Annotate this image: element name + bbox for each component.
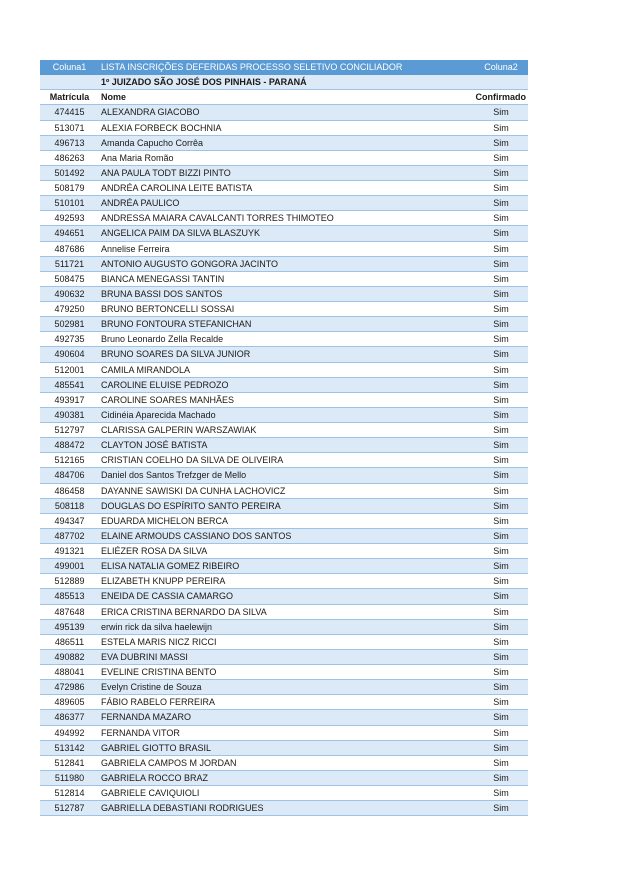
cell-confirmado: Sim (493, 485, 509, 496)
cell-matricula: 511980 (54, 772, 85, 783)
cell-matricula: 484706 (54, 470, 85, 481)
cell-nome: ANTONIO AUGUSTO GONGORA JACINTO (101, 258, 279, 269)
cell-matricula: 508475 (54, 273, 85, 284)
cell-confirmado: Sim (493, 334, 509, 345)
table-row (40, 665, 528, 680)
table-row (40, 211, 528, 226)
table-row (40, 544, 528, 559)
cell-matricula: 508179 (54, 183, 85, 193)
table-row (40, 347, 528, 362)
cell-matricula: 494347 (54, 515, 85, 526)
cell-confirmado: Sim (493, 137, 509, 148)
cell-confirmado: Sim (493, 530, 509, 541)
cell-confirmado: Sim (493, 394, 509, 405)
cell-confirmado: Sim (493, 243, 509, 254)
cell-matricula: 486263 (54, 152, 85, 163)
table-row (40, 756, 528, 771)
cell-nome: Evelyn Cristine de Souza (101, 682, 202, 693)
cell-confirmado: Sim (493, 772, 509, 783)
cell-matricula: 488472 (54, 440, 85, 451)
cell-confirmado: Sim (493, 682, 509, 693)
cell-matricula: 508118 (54, 500, 85, 511)
cell-nome: erwin rick da silva haelewijn (101, 621, 213, 632)
cell-nome: FERNANDA VITOR (101, 727, 180, 738)
cell-matricula: 488041 (54, 667, 85, 677)
table-row (40, 499, 528, 514)
cell-confirmado: Sim (493, 304, 509, 314)
header-col3: Coluna2 (484, 62, 518, 72)
cell-matricula: 485541 (54, 379, 85, 390)
cell-matricula: 513142 (54, 742, 85, 753)
cell-confirmado: Sim (493, 425, 509, 435)
cell-confirmado: Sim (493, 455, 509, 466)
table-row (40, 317, 528, 332)
cell-nome: Bruno Leonardo Zella Recalde (101, 334, 224, 345)
cell-matricula: 499001 (54, 561, 85, 572)
cell-nome: ANA PAULA TODT BIZZI PINTO (101, 167, 231, 178)
cell-matricula: 492735 (54, 334, 85, 345)
cell-matricula: 492593 (54, 213, 85, 224)
table-row (40, 408, 528, 423)
cell-matricula: 512001 (54, 364, 85, 375)
cell-confirmado: Sim (493, 500, 509, 511)
cell-confirmado: Sim (493, 258, 509, 269)
cell-confirmado: Sim (493, 727, 509, 738)
cell-nome: ANDRÉA CAROLINA LEITE BATISTA (101, 183, 253, 193)
cell-matricula: 512787 (54, 803, 85, 814)
subtitle-row (40, 75, 528, 90)
cell-confirmado: Sim (493, 667, 509, 677)
cell-confirmado: Sim (493, 198, 509, 209)
cell-matricula: 512814 (54, 788, 85, 798)
cell-confirmado: Sim (493, 349, 509, 360)
cell-matricula: 511721 (54, 258, 85, 269)
cell-nome: Daniel dos Santos Trefzger de Mello (101, 470, 247, 481)
cell-matricula: 502981 (54, 319, 85, 330)
table-row (40, 423, 528, 438)
table-row (40, 620, 528, 635)
cell-matricula: 487686 (54, 243, 85, 254)
cell-nome: FÁBIO RABELO FERREIRA (101, 697, 216, 708)
table-row (40, 166, 528, 181)
cell-nome: DAYANNE SAWISKI DA CUNHA LACHOVICZ (101, 485, 286, 496)
cell-confirmado: Sim (493, 606, 509, 617)
table-row (40, 272, 528, 287)
cell-nome: ANDRÉA PAULICO (101, 198, 180, 209)
subtitle-spacer-right (474, 75, 528, 89)
table-row (40, 695, 528, 710)
cell-matricula: 495139 (54, 621, 85, 632)
cell-nome: BRUNA BASSI DOS SANTOS (101, 288, 223, 299)
table-row (40, 257, 528, 272)
cell-nome: DOUGLAS DO ESPÍRITO SANTO PEREIRA (101, 500, 281, 511)
cell-matricula: 512889 (54, 576, 85, 587)
registration-table (40, 60, 528, 816)
cell-confirmado: Sim (493, 757, 509, 768)
cell-nome: ELIZABETH KNUPP PEREIRA (101, 576, 226, 587)
cell-confirmado: Sim (493, 546, 509, 556)
table-row (40, 438, 528, 453)
cell-matricula: 485513 (54, 591, 85, 602)
table-row (40, 589, 528, 604)
cell-matricula: 512165 (54, 455, 85, 466)
cell-nome: Annelise Ferreira (101, 243, 170, 254)
cell-matricula: 512841 (54, 757, 85, 768)
cell-confirmado: Sim (493, 167, 509, 178)
cell-matricula: 494651 (54, 228, 85, 239)
cell-matricula: 512797 (54, 425, 85, 435)
table-row (40, 559, 528, 574)
table-row (40, 363, 528, 378)
cell-nome: EVA DUBRINI MASSI (101, 651, 188, 662)
cell-confirmado: Sim (493, 440, 509, 451)
cell-matricula: 472986 (54, 682, 85, 693)
table-row (40, 484, 528, 499)
cell-matricula: 487702 (54, 530, 85, 541)
table-row (40, 468, 528, 483)
table-row (40, 635, 528, 650)
cell-nome: CLARISSA GALPERIN WARSZAWIAK (101, 425, 257, 435)
cell-confirmado: Sim (493, 788, 509, 798)
table-row (40, 136, 528, 151)
table-row (40, 786, 528, 801)
cell-nome: CAROLINE SOARES MANHÃES (101, 394, 235, 405)
cell-matricula: 490882 (54, 651, 85, 662)
cell-nome: ELIÉZER ROSA DA SILVA (101, 546, 208, 556)
table-row (40, 105, 528, 120)
cell-nome: CLAYTON JOSÉ BATISTA (101, 440, 208, 451)
table-row (40, 181, 528, 196)
cell-nome: Ana Maria Romão (101, 152, 174, 163)
cell-confirmado: Sim (493, 712, 509, 723)
table-row (40, 453, 528, 468)
cell-nome: ELAINE ARMOUDS CASSIANO DOS SANTOS (101, 530, 292, 541)
cell-matricula: 490604 (54, 349, 85, 360)
cell-matricula: 490381 (54, 409, 85, 420)
cell-confirmado: Sim (493, 122, 509, 133)
cell-nome: ANGELICA PAIM DA SILVA BLASZUYK (101, 228, 261, 239)
cell-confirmado: Sim (493, 621, 509, 632)
cell-nome: BRUNO SOARES DA SILVA JUNIOR (101, 349, 251, 360)
cell-matricula: 496713 (54, 137, 85, 148)
cell-matricula: 487648 (54, 606, 85, 617)
cell-confirmado: Sim (493, 561, 509, 572)
table-row (40, 726, 528, 741)
cell-matricula: 510101 (54, 198, 85, 209)
table-row (40, 574, 528, 589)
table-body (40, 105, 528, 816)
table-row (40, 514, 528, 529)
cell-confirmado: Sim (493, 213, 509, 224)
table-row (40, 529, 528, 544)
column-label-confirmado: Confirmado (475, 92, 526, 103)
cell-nome: EVELINE CRISTINA BENTO (101, 667, 217, 677)
table-row (40, 121, 528, 136)
table-row (40, 605, 528, 620)
cell-matricula: 493917 (54, 394, 85, 405)
cell-confirmado: Sim (493, 409, 509, 420)
cell-confirmado: Sim (493, 288, 509, 299)
column-label-matricula: Matrícula (49, 92, 90, 103)
cell-confirmado: Sim (493, 742, 509, 753)
cell-matricula: 489605 (54, 697, 85, 708)
cell-nome: BIANCA MENEGASSI TANTIN (101, 273, 225, 284)
cell-nome: EDUARDA MICHELON BERCA (101, 515, 229, 526)
cell-matricula: 486458 (54, 485, 85, 496)
cell-confirmado: Sim (493, 183, 509, 193)
table-row (40, 393, 528, 408)
table-row (40, 741, 528, 756)
cell-nome: BRUNO FONTOURA STEFANICHAN (101, 319, 252, 330)
table-row (40, 710, 528, 725)
cell-confirmado: Sim (493, 576, 509, 587)
cell-nome: ENEIDA DE CASSIA CAMARGO (101, 591, 234, 602)
cell-nome: ESTELA MARIS NICZ RICCI (101, 636, 217, 647)
cell-nome: GABRIELE CAVIQUIOLI (101, 788, 200, 798)
table-row (40, 287, 528, 302)
cell-matricula: 490632 (54, 288, 85, 299)
cell-matricula: 513071 (54, 122, 85, 133)
cell-confirmado: Sim (493, 273, 509, 284)
cell-confirmado: Sim (493, 697, 509, 708)
table-row (40, 680, 528, 695)
cell-nome: ALEXANDRA GIACOBO (101, 107, 200, 118)
column-labels-row (40, 90, 528, 105)
table-row (40, 332, 528, 347)
cell-matricula: 486377 (54, 712, 85, 723)
cell-matricula: 474415 (54, 107, 85, 118)
cell-confirmado: Sim (493, 591, 509, 602)
cell-confirmado: Sim (493, 651, 509, 662)
cell-nome: ALEXIA FORBECK BOCHNIA (101, 122, 222, 133)
table-row (40, 302, 528, 317)
cell-nome: GABRIELLA DEBASTIANI RODRIGUES (101, 803, 264, 814)
cell-confirmado: Sim (493, 636, 509, 647)
cell-confirmado: Sim (493, 379, 509, 390)
cell-confirmado: Sim (493, 470, 509, 481)
table-row (40, 378, 528, 393)
cell-nome: CAROLINE ELUISE PEDROZO (101, 379, 229, 390)
cell-nome: GABRIEL GIOTTO BRASIL (101, 742, 212, 753)
cell-confirmado: Sim (493, 803, 509, 814)
table-header-row (40, 60, 528, 75)
cell-matricula: 494992 (54, 727, 85, 738)
cell-nome: ELISA NATALIA GOMEZ RIBEIRO (101, 561, 240, 572)
cell-confirmado: Sim (493, 515, 509, 526)
table-row (40, 151, 528, 166)
cell-confirmado: Sim (493, 152, 509, 163)
table-row (40, 242, 528, 257)
header-title: LISTA INSCRIÇÕES DEFERIDAS PROCESSO SELETIVO CONCILIADOR (101, 62, 403, 72)
cell-nome: Cidinéia Aparecida Machado (101, 409, 216, 420)
table-row (40, 801, 528, 816)
cell-nome: CRISTIAN COELHO DA SILVA DE OLIVEIRA (101, 455, 284, 466)
cell-nome: ERICA CRISTINA BERNARDO DA SILVA (101, 606, 267, 617)
cell-confirmado: Sim (493, 319, 509, 330)
cell-nome: FERNANDA MAZARO (101, 712, 192, 723)
cell-matricula: 486511 (54, 636, 85, 647)
cell-matricula: 491321 (54, 546, 85, 556)
subtitle-spacer (40, 75, 99, 89)
cell-nome: Amanda Capucho Corrêa (101, 137, 204, 148)
table-row (40, 771, 528, 786)
subtitle-text: 1º JUIZADO SÃO JOSÉ DOS PINHAIS - PARANÁ (101, 77, 307, 88)
cell-confirmado: Sim (493, 228, 509, 239)
cell-matricula: 501492 (54, 167, 85, 178)
cell-nome: GABRIELA CAMPOS M JORDAN (101, 757, 237, 768)
cell-nome: ANDRESSA MAIARA CAVALCANTI TORRES THIMOTEO (101, 213, 334, 224)
header-col1: Coluna1 (52, 62, 87, 72)
cell-nome: GABRIELA ROCCO BRAZ (101, 772, 209, 783)
cell-matricula: 479250 (54, 304, 85, 314)
cell-nome: CAMILA MIRANDOLA (101, 364, 191, 375)
column-label-nome: Nome (101, 92, 127, 103)
cell-confirmado: Sim (493, 364, 509, 375)
table-row (40, 650, 528, 665)
table-row (40, 196, 528, 211)
cell-nome: BRUNO BERTONCELLI SOSSAI (101, 304, 235, 314)
table-row (40, 226, 528, 241)
cell-confirmado: Sim (493, 107, 509, 118)
